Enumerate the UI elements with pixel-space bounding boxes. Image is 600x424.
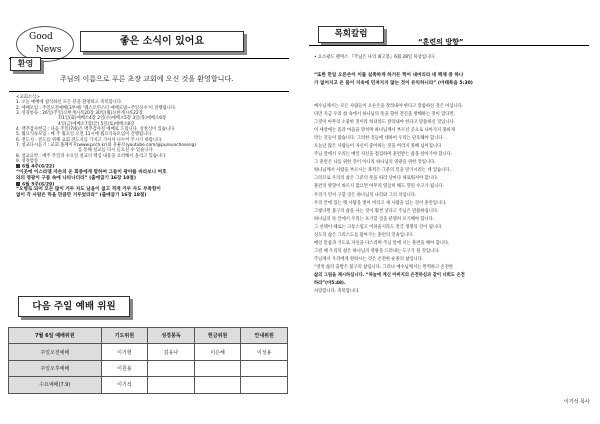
- sermon-meta: • 요소광드 펜버스 『주님은 나의 최고봉』6월 28일 묵상입니다.: [314, 55, 436, 60]
- sermon-line: 막는 것들이 많습니다. 그러한 것들에 대하여 우리는 단호해야 합니다.: [314, 136, 444, 142]
- sermon-line: 하나님의 뜻 안에서 우리는 포기할 것을 분명히 포기해야 합니다.: [314, 216, 435, 222]
- table-cell: [194, 360, 241, 376]
- table-cell: 이기석: [101, 377, 148, 393]
- sermon-line: 훈련의 방향이 바르지 않으면 아무리 열심히 해도 헛된 수고가 됩니다.: [314, 184, 444, 190]
- sermon-line: 주님 앞에서 우리는 매일 자신을 점검하며 훈련받는 삶을 살아가야 합니다.: [314, 152, 453, 158]
- sermon-line: 매일 말씀과 기도로 자신을 다스리며 주님 앞에 서는 훈련을 해야 합니다.: [314, 240, 450, 246]
- news-line: 2. 예배모임 : 주일오전예배(3부예) ‘웨스트민스터 예배모범~주일성수’이 진행됩니다.: [16, 105, 177, 111]
- sermon-line: 그러므로 우리의 삶은 그분의 뜻을 따라 날마다 새로워져야 합니다.: [314, 176, 439, 182]
- sermon-line: 우리가 먼저 구할 것은 하나님의 나라와 그의 의입니다.: [314, 192, 417, 198]
- table-cell: 수요예배(7.9): [9, 377, 102, 393]
- table-cell: 이기현: [101, 344, 148, 360]
- good-news-title: 좋은 소식이 있어요: [80, 31, 244, 52]
- table-cell: 이원용: [101, 360, 148, 376]
- verse-ref: [16, 182, 296, 187]
- sermon-line: 그 훈련은 나를 위한 것이 아니라 하나님의 영광을 위한 것입니다.: [314, 160, 436, 166]
- sermon-line: 성도의 삶은 그리스도를 닮아가는 훈련의 연속입니다.: [314, 232, 414, 238]
- table-header-row: [9, 328, 288, 344]
- table-cell: [241, 360, 288, 376]
- table-cell: 주일오전예배: [9, 344, 102, 360]
- sermon-line: 하나님께서 사람을 부르시는 목적은 그분의 일을 맡기시려는 데 있습니다.: [314, 168, 451, 174]
- news-line: 4. 맥추감사헌금 : 다음 주일(7/6)은 맥추감사절 예배로 드립니다. 성찬식이 있습니다.: [16, 127, 176, 133]
- sermon-line: 하라”(마5:48).: [314, 281, 346, 287]
- table-cell: [241, 377, 288, 393]
- verse-text: “오병로 되어 모든 많이 거두 자도 남음이 없고 적게 거두 자도 부족함이: [16, 187, 161, 193]
- divider: [9, 58, 289, 59]
- table-row: [9, 360, 288, 376]
- sermon-line: 사랑합니다. 축복합니다.: [314, 289, 360, 295]
- sermon-line: “영적 삶의 출발은 불구의 삶입니다. 그러나 예수님께서는 완벽하고 온전한: [314, 264, 454, 270]
- table-row: [9, 344, 288, 360]
- news-line: 를 통해 설교를 다시 들으실 수 있습니다.: [78, 148, 154, 154]
- news-heading: <교회소식>: [16, 95, 40, 100]
- logo-line1: Good: [29, 32, 53, 42]
- verse-ref-text: 6월 4주(6/22): [22, 164, 55, 170]
- sermon-line: 우리 안에 있는 옛 사람을 벗어 버리고 새 사람을 입는 것이 훈련입니다.: [314, 200, 447, 206]
- table-header: 7월 6일 예배위원: [9, 328, 102, 344]
- table-header: 성경봉독: [148, 328, 195, 344]
- sermon-line: 그럴 때 우리의 삶은 하나님의 영광을 드러내는 도구가 될 것입니다.: [314, 248, 440, 254]
- sermon-line: 예수님께서는 모든 사람들이 오른손을 잘라내야 한다고 말씀하신 것은 아닙니다.: [314, 104, 464, 109]
- verse-ref-text: 6월 5주(6/29): [22, 182, 55, 188]
- table-cell: [148, 377, 195, 393]
- welcome-text: 주님의 이름으로 푸른 초장 교회에 오신 것을 환영합니다.: [60, 75, 234, 83]
- sermon-line: 오늘날 많은 사람들이 자신이 좋아하는 것을 버리지 못해 넘어집니다.: [314, 144, 443, 150]
- bullet-icon: [16, 182, 20, 186]
- service-title: 다음 주일 예배 위원: [18, 296, 130, 317]
- sermon-quote: [314, 72, 594, 88]
- table-cell: 이성용: [241, 344, 288, 360]
- quote-line: “또한 만일 오른손이 이를 실족하게 하거든 찍어 내버리라 네 백체 중 하나: [314, 73, 464, 78]
- verse-ref: [16, 164, 296, 169]
- news-line: 1. 오늘 예배에 참석하신 모든 분을 환영하고 축복합니다.: [16, 100, 123, 106]
- column-title: 목회칼럼: [318, 26, 384, 43]
- table-header: 기도위원: [101, 328, 148, 344]
- verse-text: “이곳에 이스라엘 자손의 온 회중에게 말하여 그들이 광야를 바라보니 여호: [16, 169, 167, 175]
- news-line: 9. 성경암송 :: [16, 159, 41, 165]
- news-line: 6. 전도지 : 전도를 위해 교회 전도지를 가지고 가셔서 나누어 주시기 바랍니다.: [16, 137, 163, 143]
- sermon-line: 그 선택이 때로는 고통스럽고 어려울지라도 결국 생명의 길이 됩니다.: [314, 224, 443, 230]
- news-line: 7. 설교다시듣기 : 교회 홈페이지(www.pcch.kr)와 유튜브(youtube.com/@pureunchoseng): [16, 143, 197, 149]
- table-cell: 김유나: [148, 344, 195, 360]
- table-cell: [194, 377, 241, 393]
- sermon-line: 다만 지금 우리 삶 속에서 하나님의 뜻을 향한 전진을 방해하는 것이 있다면,: [314, 112, 455, 118]
- verse-text: 와의 영광이 구름 속에 나타나더라” (출애굽기 16장 10절): [16, 175, 136, 181]
- news-line: 3. 성경통독 : 26일(주일)요한계시록20장 30일(월)요한계시록22장: [16, 111, 143, 117]
- news-line: 5. 월요식독모임 : 매 주 월요일 오전 11시에 월요식독모임이 진행됩니다.: [16, 132, 153, 138]
- news-line: 8. 설교요약 : 매주 주일과 수요일 설교의 핵심 내용을 요약해서 올리고 있습니다.: [16, 153, 167, 159]
- welcome-tag: 환영: [10, 57, 41, 71]
- quote-line: 가 없어지고 온 몸이 지옥에 던져지지 않는 것이 유익하니라” (마태복음 5:30): [314, 81, 473, 86]
- church-news: [16, 95, 296, 199]
- service-table: [8, 327, 288, 394]
- news-line: 4일(금)에베소7장(끝) 5일(토)에베소8장: [58, 121, 135, 127]
- table-row: [9, 377, 288, 393]
- table-header: 헌금위원: [194, 328, 241, 344]
- table-cell: 주일오후예배: [9, 360, 102, 376]
- table-cell: [148, 360, 195, 376]
- sermon-title: “훈련의 방향”: [418, 38, 464, 46]
- sermon-line: 그렇다면 불구의 삶을 사는 것이 훨씬 낫다고 주님은 말씀하십니다.: [314, 208, 439, 214]
- sermon-line: 삶의 그림을 제시하십니다. “하늘에 계신 아버지의 온전하심과 같이 너희도 온전: [314, 272, 465, 278]
- signature: 이기석 목사: [564, 399, 590, 405]
- table-cell: 이은혜: [194, 344, 241, 360]
- bullet-icon: [16, 164, 20, 168]
- sermon-body: [314, 103, 594, 296]
- news-line: 7/1일(화)에베소4장 2일(수)에베소5장 3일(목)에베소6장: [58, 116, 167, 122]
- sermon-line: 주님께서 우리에게 원하시는 것은 온전한 순종의 삶입니다.: [314, 256, 424, 262]
- divider: [309, 45, 589, 46]
- sermon-line: 그것이 아무리 소중한 것이라 하더라도 잘라내야 한다고 말씀하신 것입니다.: [314, 120, 455, 126]
- logo-line2: News: [36, 45, 62, 55]
- right-column: [300, 0, 600, 424]
- divider: [9, 91, 289, 92]
- verse-text: 없이 각 사람은 먹을 만큼만 거두었더라” (출애굽기 16장 18절): [16, 193, 147, 199]
- table-header: 안내위원: [241, 328, 288, 344]
- sermon-line: 이 세상에는 몸과 마음을 망치며 하나님께서 부르신 곳으로 나아가지 못하게: [314, 128, 455, 134]
